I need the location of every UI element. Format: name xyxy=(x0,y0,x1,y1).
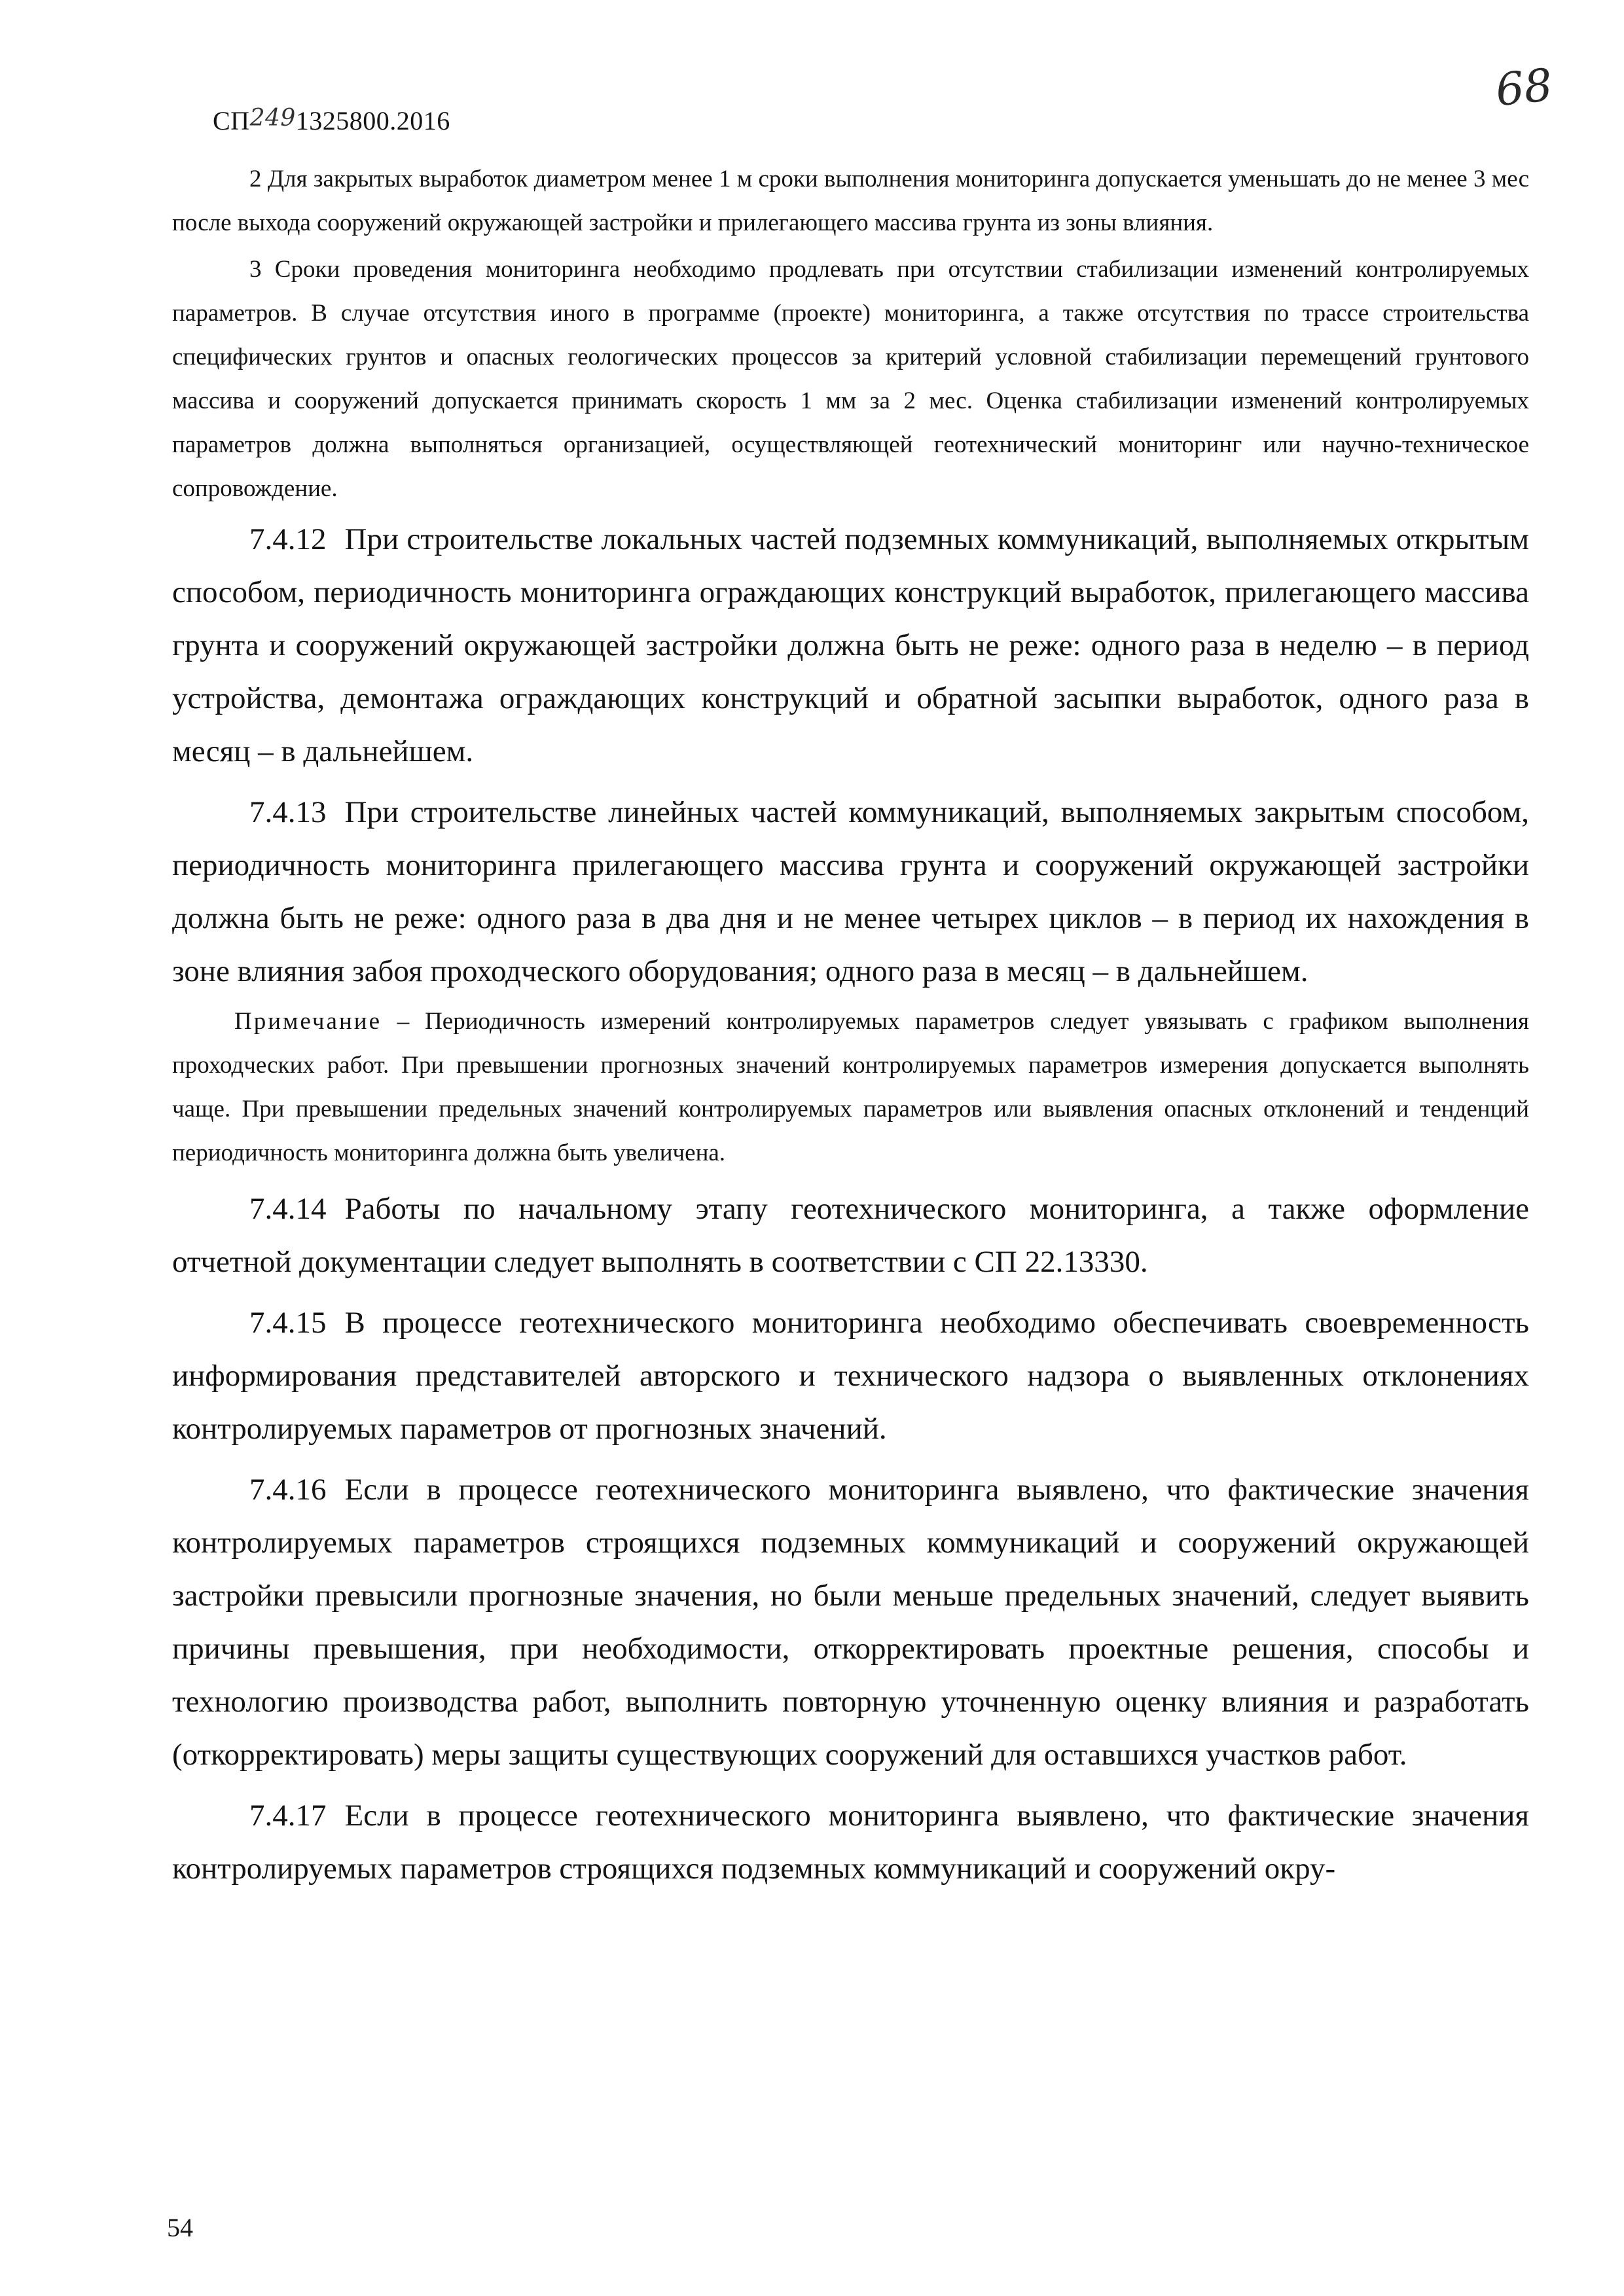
table-note-2: 2 Для закрытых выработок диаметром менее 1 м сроки выполнения мониторинга допускается уменьшать до не менее 3 мес после выхода сооружений окружающей застройки и прилегающего массива грунта из зоны влияния. xyxy=(172,166,1529,236)
clause-text: При строительстве линейных частей коммуникаций, выполняемых закрытым способом, периодичность мониторинга прилегающего массива грунта и сооружений окружающей застройки должна быть не реже: одного раза в два дня и не менее четырех циклов – в период их нахождения в зоне влияния забоя проходческого оборудования; одного раза в месяц – в дальнейшем. xyxy=(172,795,1529,988)
page-number: 54 xyxy=(167,2213,193,2242)
clause-text: Если в процессе геотехнического мониторинга выявлено, что фактические значения контролируемых параметров строящихся подземных коммуникаций и сооружений окружающей застройки превысили прогнозные значения, но были меньше предельных значений, следует выявить причины превышения, при необходимости, откорректировать проектные решения, способы и технологию производства работ, выполнить повторную уточненную оценку влияния и разработать (откорректировать) меры защиты существующих сооружений для оставшихся участков работ. xyxy=(172,1473,1529,1772)
clause-7-4-16 xyxy=(172,1463,1529,1782)
header-code: 1325800.2016 xyxy=(295,106,450,135)
clause-7-4-14 xyxy=(172,1183,1529,1289)
clause-note xyxy=(172,999,1529,1175)
note-dash: – xyxy=(397,1008,410,1035)
document-header xyxy=(213,105,450,136)
clause-text: Если в процессе геотехнического мониторинга выявлено, что фактические значения контролируемых параметров строящихся подземных коммуникаций и сооружений окру- xyxy=(172,1799,1529,1886)
handwritten-page-number: 68 xyxy=(1493,59,1555,117)
clause-text: При строительстве локальных частей подземных коммуникаций, выполняемых открытым способом, периодичность мониторинга ограждающих конструкций выработок, прилегающего массива грунта и сооружений окружающей застройки должна быть не реже: одного раза в неделю – в период устройства, демонтажа ограждающих конструкций и обратной засыпки выработок, одного раза в месяц – в дальнейшем. xyxy=(172,522,1529,768)
clause-7-4-15 xyxy=(172,1297,1529,1456)
clause-7-4-13 xyxy=(172,786,1529,998)
clause-number: 7.4.12 xyxy=(249,522,327,556)
note-text: Периодичность измерений контролируемых параметров следует увязывать с графиком выполнения проходческих работ. При превышении прогнозных значений контролируемых параметров измерения допускается выполнять чаще. При превышении предельных значений контролируемых параметров или выявления опасных отклонений и тенденций периодичность мониторинга должна быть увеличена. xyxy=(172,1008,1529,1166)
document-body xyxy=(172,157,1529,1895)
clause-text: Работы по начальному этапу геотехнического мониторинга, а также оформление отчетной документации следует выполнять в соответствии с СП 22.13330. xyxy=(172,1192,1529,1279)
clause-number: 7.4.16 xyxy=(249,1473,327,1507)
clause-number: 7.4.14 xyxy=(249,1192,327,1226)
note-label: Примечание xyxy=(234,1008,382,1035)
clause-number: 7.4.17 xyxy=(249,1799,327,1833)
handwritten-insert: 249 xyxy=(249,105,296,132)
clause-7-4-12 xyxy=(172,513,1529,778)
table-note-3: 3 Сроки проведения мониторинга необходимо продлевать при отсутствии стабилизации изменений контролируемых параметров. В случае отсутствия иного в программе (проекте) мониторинга, а также отсутствия по трассе строительства специфических грунтов и опасных геологических процессов за критерий условной стабилизации перемещений грунтового массива и сооружений допускается принимать скорость 1 мм за 2 мес. Оценка стабилизации изменений контролируемых параметров должна выполняться организацией, осуществляющей геотехнический мониторинг или научно-техническое сопровождение. xyxy=(172,256,1529,502)
clause-7-4-17 xyxy=(172,1789,1529,1895)
header-prefix: СП xyxy=(213,106,250,135)
clause-text: В процессе геотехнического мониторинга необходимо обеспечивать своевременность информирования представителей авторского и технического надзора о выявленных отклонениях контролируемых параметров от прогнозных значений. xyxy=(172,1306,1529,1446)
clause-number: 7.4.15 xyxy=(249,1306,327,1340)
clause-number: 7.4.13 xyxy=(249,795,327,829)
